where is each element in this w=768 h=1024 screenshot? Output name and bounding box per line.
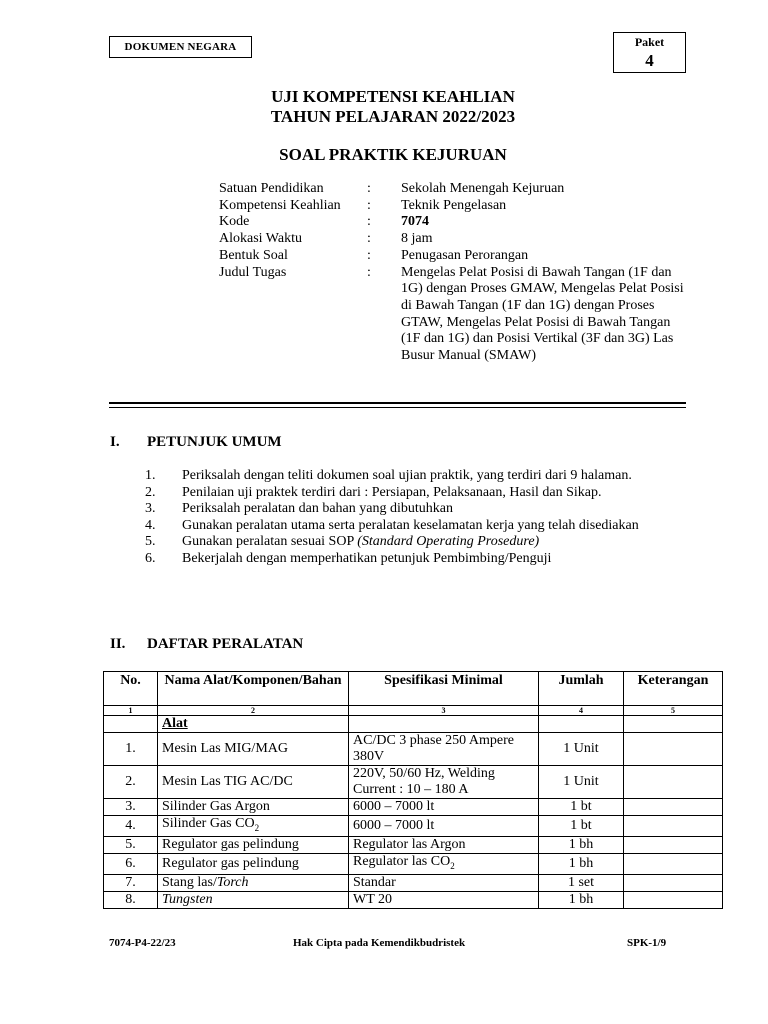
header-name: Nama Alat/Komponen/Bahan: [158, 672, 349, 706]
info-label: Satuan Pendidikan: [219, 181, 324, 196]
table-row: [104, 853, 723, 874]
list-number: 2.: [145, 484, 156, 500]
cell-name: [158, 874, 349, 891]
list-text: Periksalah dengan teliti dokumen soal ujian praktik, yang terdiri dari 9 halaman.: [182, 468, 632, 483]
list-item: [145, 468, 665, 485]
cell-name: [158, 891, 349, 908]
section-title: PETUNJUK UMUM: [147, 434, 282, 450]
table-index-row: [104, 706, 723, 716]
list-item: [145, 501, 665, 518]
cell-note: [624, 799, 723, 816]
list-text-italic: (Standard Operating Prosedure): [357, 534, 540, 550]
list-text: Gunakan peralatan utama serta peralatan keselamatan kerja yang telah disediakan: [182, 517, 639, 533]
table-row: [104, 816, 723, 837]
footer-page-number: SPK-1/9: [627, 937, 667, 949]
cell-no: 5.: [104, 836, 158, 853]
cell-no: 1.: [104, 733, 158, 766]
list-text: Periksalah peralatan dan bahan yang dibutuhkan: [182, 501, 453, 517]
cell-name: Regulator gas pelindung: [158, 853, 349, 874]
list-number: 6.: [145, 550, 156, 566]
cell-spec-subscript: 2: [450, 860, 455, 871]
cell-no: 8.: [104, 891, 158, 908]
list-number: 1.: [145, 468, 156, 483]
table-row: [104, 733, 723, 766]
info-value: Sekolah Menengah Kejuruan: [401, 181, 565, 196]
cell-note: [624, 891, 723, 908]
list-item: [145, 551, 665, 568]
title-line-3: SOAL PRAKTIK KEJURUAN: [279, 145, 507, 164]
cell-name: Regulator gas pelindung: [158, 836, 349, 853]
cell-name-subscript: 2: [254, 822, 260, 833]
header-no: No.: [104, 672, 158, 706]
index-cell: 3: [349, 706, 539, 716]
info-separator: :: [367, 197, 371, 213]
cell-name-text: Silinder Gas CO: [162, 816, 255, 831]
table-group-row: [104, 716, 723, 733]
table-row: [104, 891, 723, 908]
paket-number: 4: [645, 51, 654, 70]
info-label: Alokasi Waktu: [219, 231, 302, 247]
cell-spec: Standar: [349, 874, 539, 891]
cell-qty: 1 bt: [539, 816, 624, 837]
list-text: [182, 534, 665, 551]
section-number: I.: [110, 434, 120, 450]
cell-note: [624, 766, 723, 799]
cell-note: [624, 836, 723, 853]
section-heading-peralatan: [110, 636, 303, 653]
header-qty: Jumlah: [539, 672, 624, 706]
table-row: [104, 766, 723, 799]
cell-spec: AC/DC 3 phase 250 Ampere 380V: [349, 733, 539, 766]
cell-name: Mesin Las TIG AC/DC: [158, 766, 349, 799]
title-line-1: UJI KOMPETENSI KEAHLIAN: [271, 87, 515, 106]
group-label: Alat: [158, 716, 349, 733]
cell-name-italic: Tungsten: [162, 891, 213, 907]
cell-name: [158, 816, 349, 837]
info-separator: :: [367, 181, 371, 196]
list-number: 5.: [145, 534, 156, 550]
index-cell: 2: [158, 706, 349, 716]
paket-box: [613, 32, 686, 73]
document-classification-label: DOKUMEN NEGARA: [109, 36, 252, 58]
cell-no: 7.: [104, 874, 158, 891]
list-text: Penilaian uji praktek terdiri dari : Persiapan, Pelaksanaan, Hasil dan Sikap.: [182, 484, 602, 500]
table-row: [104, 799, 723, 816]
info-label: Kompetensi Keahlian: [219, 197, 341, 213]
cell-qty: 1 bh: [539, 853, 624, 874]
cell-spec: Regulator las Argon: [349, 836, 539, 853]
footer-copyright: Hak Cipta pada Kemendikbudristek: [293, 937, 466, 949]
cell-qty: 1 set: [539, 874, 624, 891]
info-row: [219, 248, 719, 265]
list-text: Bekerjalah dengan memperhatikan petunjuk Pembimbing/Penguji: [182, 550, 552, 566]
info-label: Bentuk Soal: [219, 247, 288, 263]
info-row: [219, 181, 719, 198]
cell-spec: WT 20: [349, 891, 539, 908]
section-number: II.: [110, 636, 126, 652]
info-separator: :: [367, 247, 371, 263]
list-item: [145, 485, 665, 502]
divider-thin: [109, 407, 686, 408]
info-row: [219, 198, 719, 215]
footer-code: 7074-P4-22/23: [109, 937, 176, 949]
exam-info-block: [219, 181, 719, 365]
info-row: [219, 231, 719, 248]
info-label: Judul Tugas: [219, 264, 287, 280]
table-row: [104, 874, 723, 891]
cell-note: [624, 874, 723, 891]
index-cell: 5: [624, 706, 723, 716]
cell-no: 6.: [104, 853, 158, 874]
cell-qty: 1 bh: [539, 891, 624, 908]
header-note: Keterangan: [624, 672, 723, 706]
cell-qty: 1 bh: [539, 836, 624, 853]
list-number: 3.: [145, 501, 156, 517]
info-separator: :: [367, 231, 371, 247]
index-cell: 4: [539, 706, 624, 716]
cell-no: 3.: [104, 799, 158, 816]
paket-label: Paket: [634, 35, 665, 49]
cell-qty: 1 Unit: [539, 733, 624, 766]
info-value-code: 7074: [401, 214, 429, 230]
instruction-list: [145, 468, 665, 568]
info-label: Kode: [219, 214, 250, 230]
cell-spec: 6000 – 7000 lt: [349, 816, 539, 837]
cell-spec-text: Regulator las CO: [353, 853, 451, 869]
section-heading-petunjuk: [110, 434, 282, 451]
cell-note: [624, 816, 723, 837]
cell-qty: 1 Unit: [539, 766, 624, 799]
cell-name-italic: Torch: [216, 874, 249, 890]
info-value: Teknik Pengelasan: [401, 197, 507, 213]
cell-qty: 1 bt: [539, 799, 624, 816]
info-separator: :: [367, 264, 371, 280]
cell-spec: 220V, 50/60 Hz, Welding Current : 10 – 180 A: [349, 766, 539, 799]
cell-spec: 6000 – 7000 lt: [349, 799, 539, 816]
title-line-2: TAHUN PELAJARAN 2022/2023: [270, 107, 516, 126]
cell-name: Mesin Las MIG/MAG: [158, 733, 349, 766]
table-row: [104, 836, 723, 853]
list-text-main: Gunakan peralatan sesuai SOP: [182, 534, 358, 550]
cell-note: [624, 853, 723, 874]
info-separator: :: [367, 214, 371, 230]
list-item: [145, 534, 665, 551]
info-value-task-title: Mengelas Pelat Posisi di Bawah Tangan (1F dan 1G) dengan Proses GMAW, Mengelas Pelat Posisi di Bawah Tangan (1F dan 1G) dengan Proses GTAW, Mengelas Pelat Posisi di Bawah Tangan (1F dan 1G) dan Posisi Vertikal (3F dan 3G) Las Busur Manual (SMAW): [401, 264, 684, 364]
info-value: 8 jam: [401, 231, 433, 247]
info-row: [219, 265, 719, 365]
cell-no: 4.: [104, 816, 158, 837]
cell-no: 2.: [104, 766, 158, 799]
header-spec: Spesifikasi Minimal: [349, 672, 539, 706]
divider-thick: [109, 402, 686, 404]
cell-name-text: Stang las/: [162, 874, 217, 890]
info-value: Penugasan Perorangan: [401, 247, 529, 263]
equipment-table: [103, 671, 723, 909]
index-cell: 1: [104, 706, 158, 716]
table-header-row: [104, 672, 723, 706]
cell-spec: [349, 853, 539, 874]
list-number: 4.: [145, 517, 156, 533]
section-title: DAFTAR PERALATAN: [147, 636, 304, 652]
cell-note: [624, 733, 723, 766]
list-item: [145, 518, 665, 535]
info-row: [219, 214, 719, 231]
cell-name: Silinder Gas Argon: [158, 799, 349, 816]
